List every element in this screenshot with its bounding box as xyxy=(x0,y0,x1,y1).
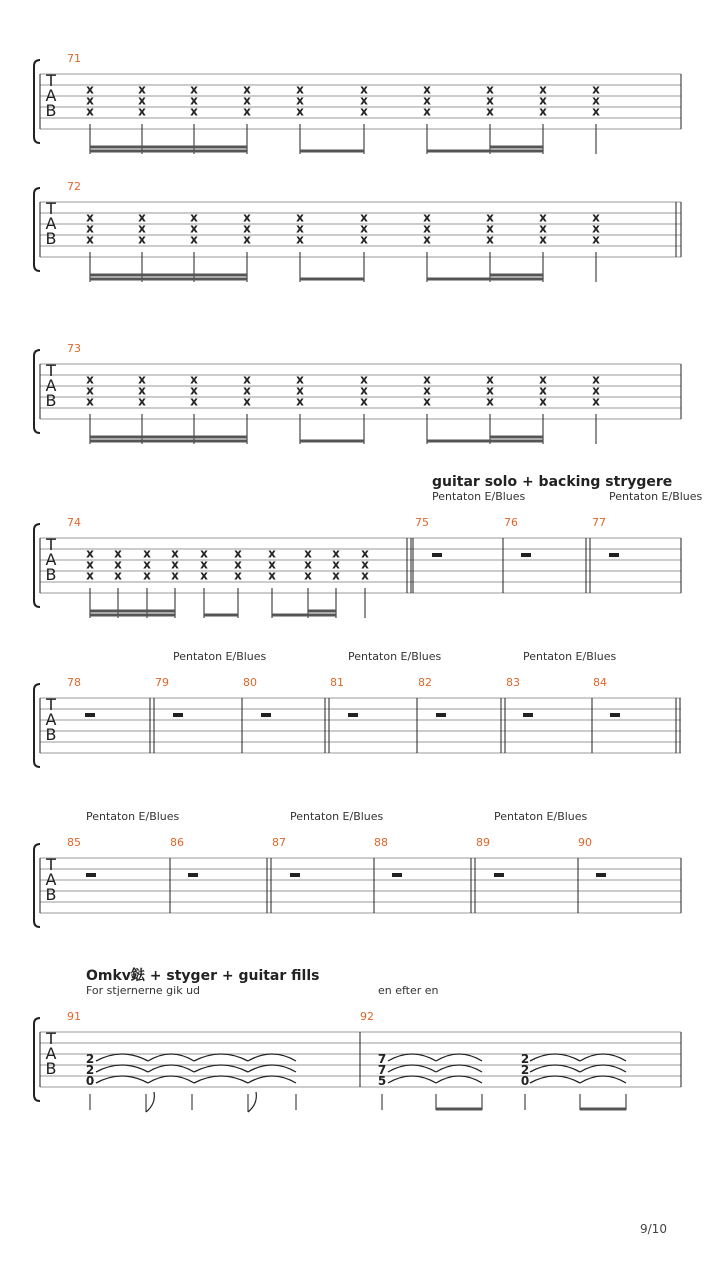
muted-note: x xyxy=(592,394,600,409)
measure-number: 85 xyxy=(67,836,81,849)
muted-note: x xyxy=(539,372,547,387)
muted-note: x xyxy=(592,93,600,108)
whole-rest xyxy=(523,713,533,717)
note-flag xyxy=(146,1092,154,1112)
measure-number: 74 xyxy=(67,516,81,529)
tab-clef-b: B xyxy=(45,101,57,120)
beam xyxy=(90,440,247,443)
chord-label: Pentaton E/Blues xyxy=(348,650,442,663)
muted-note: x xyxy=(360,221,368,236)
muted-note: x xyxy=(200,557,208,572)
whole-rest xyxy=(494,873,504,877)
tie-arc xyxy=(388,1065,436,1072)
system-bracket xyxy=(34,844,40,927)
muted-note: x xyxy=(592,221,600,236)
muted-note: x xyxy=(332,568,340,583)
muted-note: x xyxy=(361,568,369,583)
muted-note: x xyxy=(190,372,198,387)
muted-note: x xyxy=(190,383,198,398)
muted-note: x xyxy=(138,221,146,236)
whole-rest xyxy=(609,553,619,557)
tie-arc xyxy=(248,1054,296,1061)
chord-label: Pentaton E/Blues xyxy=(609,490,703,503)
muted-note: x xyxy=(190,93,198,108)
measure-number: 89 xyxy=(476,836,490,849)
muted-note: x xyxy=(592,210,600,225)
muted-note: x xyxy=(539,104,547,119)
beam xyxy=(90,274,247,277)
system-bracket xyxy=(34,60,40,143)
whole-rest xyxy=(392,873,402,877)
measure-number: 90 xyxy=(578,836,592,849)
tab-staff-2 xyxy=(34,188,681,271)
tab-clef-b: B xyxy=(45,391,57,410)
tie-arc xyxy=(194,1076,248,1083)
muted-note: x xyxy=(138,383,146,398)
beam xyxy=(90,436,247,439)
measure-number: 81 xyxy=(330,676,344,689)
beam xyxy=(490,274,543,277)
tab-staff-1 xyxy=(34,60,681,143)
muted-note: x xyxy=(190,104,198,119)
muted-note: x xyxy=(360,82,368,97)
muted-note: x xyxy=(423,232,431,247)
beam xyxy=(490,146,543,149)
tie-arc xyxy=(248,1065,296,1072)
muted-note: x xyxy=(423,372,431,387)
tie-arc xyxy=(96,1065,148,1072)
muted-note: x xyxy=(592,372,600,387)
chord-label: Pentaton E/Blues xyxy=(86,810,180,823)
whole-rest xyxy=(85,713,95,717)
muted-note: x xyxy=(200,546,208,561)
muted-note: x xyxy=(86,93,94,108)
muted-note: x xyxy=(423,93,431,108)
muted-note: x xyxy=(539,93,547,108)
tab-staff-3 xyxy=(34,350,681,433)
tie-arc xyxy=(388,1054,436,1061)
tab-clef-a: A xyxy=(45,550,57,569)
tab-clef-a: A xyxy=(45,870,57,889)
whole-rest xyxy=(610,713,620,717)
muted-note: x xyxy=(539,383,547,398)
tie-arc xyxy=(96,1054,148,1061)
muted-note: x xyxy=(243,394,251,409)
tab-clef-b: B xyxy=(45,565,57,584)
muted-note: x xyxy=(360,210,368,225)
muted-note: x xyxy=(296,383,304,398)
tab-staff-4 xyxy=(34,524,681,607)
whole-rest xyxy=(432,553,442,557)
beam xyxy=(427,278,543,281)
muted-note: x xyxy=(539,232,547,247)
muted-note: x xyxy=(143,557,151,572)
muted-note: x xyxy=(423,210,431,225)
muted-note: x xyxy=(423,82,431,97)
muted-note: x xyxy=(190,394,198,409)
tie-arc xyxy=(530,1065,580,1072)
muted-note: x xyxy=(243,232,251,247)
muted-note: x xyxy=(486,394,494,409)
tab-clef-a: A xyxy=(45,214,57,233)
system-bracket xyxy=(34,188,40,271)
section-title: guitar solo + backing strygere xyxy=(432,474,673,490)
tab-clef-b: B xyxy=(45,885,57,904)
tab-clef-t: T xyxy=(46,1029,56,1048)
fret-number: 7 xyxy=(377,1063,387,1077)
measure-number: 79 xyxy=(155,676,169,689)
muted-note: x xyxy=(190,210,198,225)
fret-number: 2 xyxy=(520,1063,530,1077)
muted-note: x xyxy=(361,557,369,572)
muted-note: x xyxy=(332,546,340,561)
tie-arc xyxy=(580,1065,626,1072)
muted-note: x xyxy=(296,232,304,247)
whole-rest xyxy=(290,873,300,877)
measure-number: 84 xyxy=(593,676,607,689)
muted-note: x xyxy=(296,372,304,387)
muted-note: x xyxy=(486,104,494,119)
muted-note: x xyxy=(304,557,312,572)
section-title: Omkv鍅 + styger + guitar fills xyxy=(86,968,320,984)
page-number: 9/10 xyxy=(640,1222,667,1236)
muted-note: x xyxy=(243,104,251,119)
tab-clef-t: T xyxy=(46,535,56,554)
measure-number: 80 xyxy=(243,676,257,689)
fret-number: 7 xyxy=(377,1052,387,1066)
muted-note: x xyxy=(86,568,94,583)
tab-clef-t: T xyxy=(46,71,56,90)
muted-note: x xyxy=(234,557,242,572)
whole-rest xyxy=(521,553,531,557)
whole-rest xyxy=(261,713,271,717)
chord-label: Pentaton E/Blues xyxy=(432,490,526,503)
tie-arc xyxy=(148,1065,194,1072)
muted-note: x xyxy=(190,82,198,97)
tab-clef-a: A xyxy=(45,710,57,729)
beam xyxy=(427,150,543,153)
tie-arc xyxy=(148,1076,194,1083)
muted-note: x xyxy=(143,568,151,583)
measure-number: 72 xyxy=(67,180,81,193)
muted-note: x xyxy=(360,383,368,398)
muted-note: x xyxy=(243,221,251,236)
measure-number: 76 xyxy=(504,516,518,529)
beam xyxy=(90,614,175,617)
tie-arc xyxy=(194,1054,248,1061)
muted-note: x xyxy=(360,104,368,119)
muted-note: x xyxy=(539,394,547,409)
measure-number: 91 xyxy=(67,1010,81,1023)
beam xyxy=(436,1108,482,1111)
measure-number: 78 xyxy=(67,676,81,689)
measure-number: 71 xyxy=(67,52,81,65)
tie-arc xyxy=(96,1076,148,1083)
muted-note: x xyxy=(243,93,251,108)
measure-number: 86 xyxy=(170,836,184,849)
tie-arc xyxy=(530,1054,580,1061)
measure-number: 88 xyxy=(374,836,388,849)
beam xyxy=(272,614,336,617)
tab-clef-t: T xyxy=(46,361,56,380)
tie-arc xyxy=(580,1076,626,1083)
muted-note: x xyxy=(138,232,146,247)
chord-label: Pentaton E/Blues xyxy=(494,810,588,823)
muted-note: x xyxy=(243,210,251,225)
muted-note: x xyxy=(360,232,368,247)
muted-note: x xyxy=(361,546,369,561)
muted-note: x xyxy=(114,557,122,572)
muted-note: x xyxy=(486,232,494,247)
fret-number: 2 xyxy=(85,1052,95,1066)
tab-clef-b: B xyxy=(45,1059,57,1078)
beam xyxy=(300,278,364,281)
muted-note: x xyxy=(86,210,94,225)
tab-clef-b: B xyxy=(45,229,57,248)
muted-note: x xyxy=(243,82,251,97)
muted-note: x xyxy=(190,232,198,247)
tie-arc xyxy=(436,1054,482,1061)
muted-note: x xyxy=(171,557,179,572)
muted-note: x xyxy=(360,93,368,108)
muted-note: x xyxy=(86,82,94,97)
measure-number: 83 xyxy=(506,676,520,689)
fret-number: 5 xyxy=(377,1074,387,1088)
whole-rest xyxy=(188,873,198,877)
muted-note: x xyxy=(486,221,494,236)
tab-clef-t: T xyxy=(46,695,56,714)
tie-arc xyxy=(194,1065,248,1072)
lyric: For stjernerne gik ud xyxy=(86,984,201,997)
whole-rest xyxy=(348,713,358,717)
tie-arc xyxy=(436,1076,482,1083)
tab-clef-t: T xyxy=(46,199,56,218)
muted-note: x xyxy=(592,104,600,119)
muted-note: x xyxy=(86,394,94,409)
fret-number: 2 xyxy=(520,1052,530,1066)
muted-note: x xyxy=(200,568,208,583)
whole-rest xyxy=(86,873,96,877)
muted-note: x xyxy=(86,383,94,398)
muted-note: x xyxy=(138,82,146,97)
muted-note: x xyxy=(268,557,276,572)
muted-note: x xyxy=(423,394,431,409)
muted-note: x xyxy=(296,394,304,409)
tie-arc xyxy=(580,1054,626,1061)
muted-note: x xyxy=(296,210,304,225)
muted-note: x xyxy=(138,394,146,409)
muted-note: x xyxy=(86,104,94,119)
tie-arc xyxy=(530,1076,580,1083)
muted-note: x xyxy=(296,221,304,236)
beam xyxy=(204,614,238,617)
lyric: en efter en xyxy=(378,984,439,997)
system-bracket xyxy=(34,524,40,607)
chord-label: Pentaton E/Blues xyxy=(523,650,617,663)
tie-arc xyxy=(148,1054,194,1061)
beam xyxy=(300,150,364,153)
measure-number: 92 xyxy=(360,1010,374,1023)
measure-number: 73 xyxy=(67,342,81,355)
whole-rest xyxy=(173,713,183,717)
beam xyxy=(90,150,247,153)
tie-arc xyxy=(436,1065,482,1072)
muted-note: x xyxy=(423,104,431,119)
fret-number: 0 xyxy=(85,1074,95,1088)
muted-note: x xyxy=(486,82,494,97)
measure-number: 87 xyxy=(272,836,286,849)
muted-note: x xyxy=(360,394,368,409)
tie-arc xyxy=(248,1076,296,1083)
muted-note: x xyxy=(143,546,151,561)
measure-number: 77 xyxy=(592,516,606,529)
measure-number: 82 xyxy=(418,676,432,689)
muted-note: x xyxy=(423,221,431,236)
muted-note: x xyxy=(171,546,179,561)
tab-clef-b: B xyxy=(45,725,57,744)
muted-note: x xyxy=(86,372,94,387)
fret-number: 2 xyxy=(85,1063,95,1077)
muted-note: x xyxy=(114,568,122,583)
muted-note: x xyxy=(243,372,251,387)
note-flag xyxy=(248,1092,256,1112)
muted-note: x xyxy=(171,568,179,583)
muted-note: x xyxy=(423,383,431,398)
tab-staff-5 xyxy=(34,684,681,767)
muted-note: x xyxy=(138,93,146,108)
tab-clef-t: T xyxy=(46,855,56,874)
tab-staff-6 xyxy=(34,844,681,927)
muted-note: x xyxy=(268,546,276,561)
beam xyxy=(90,610,175,613)
muted-note: x xyxy=(592,383,600,398)
beam xyxy=(308,610,336,613)
system-bracket xyxy=(34,684,40,767)
beam xyxy=(427,440,543,443)
fret-number: 0 xyxy=(520,1074,530,1088)
whole-rest xyxy=(436,713,446,717)
muted-note: x xyxy=(296,93,304,108)
tie-arc xyxy=(388,1076,436,1083)
system-bracket xyxy=(34,350,40,433)
muted-note: x xyxy=(138,372,146,387)
muted-note: x xyxy=(539,210,547,225)
chord-label: Pentaton E/Blues xyxy=(173,650,267,663)
system-bracket xyxy=(34,1018,40,1101)
muted-note: x xyxy=(592,82,600,97)
muted-note: x xyxy=(486,93,494,108)
muted-note: x xyxy=(486,372,494,387)
muted-note: x xyxy=(486,210,494,225)
muted-note: x xyxy=(486,383,494,398)
muted-note: x xyxy=(190,221,198,236)
tab-clef-a: A xyxy=(45,1044,57,1063)
muted-note: x xyxy=(86,546,94,561)
muted-note: x xyxy=(86,557,94,572)
tab-clef-a: A xyxy=(45,376,57,395)
beam xyxy=(90,146,247,149)
muted-note: x xyxy=(243,383,251,398)
muted-note: x xyxy=(296,104,304,119)
beam xyxy=(300,440,364,443)
muted-note: x xyxy=(234,568,242,583)
muted-note: x xyxy=(296,82,304,97)
muted-note: x xyxy=(114,546,122,561)
muted-note: x xyxy=(539,221,547,236)
chord-label: Pentaton E/Blues xyxy=(290,810,384,823)
muted-note: x xyxy=(304,546,312,561)
beam xyxy=(90,278,247,281)
muted-note: x xyxy=(234,546,242,561)
tab-clef-a: A xyxy=(45,86,57,105)
muted-note: x xyxy=(360,372,368,387)
whole-rest xyxy=(596,873,606,877)
muted-note: x xyxy=(304,568,312,583)
muted-note: x xyxy=(138,210,146,225)
measure-number: 75 xyxy=(415,516,429,529)
muted-note: x xyxy=(86,232,94,247)
beam xyxy=(580,1108,626,1111)
muted-note: x xyxy=(592,232,600,247)
muted-note: x xyxy=(86,221,94,236)
muted-note: x xyxy=(268,568,276,583)
muted-note: x xyxy=(539,82,547,97)
muted-note: x xyxy=(332,557,340,572)
muted-note: x xyxy=(138,104,146,119)
beam xyxy=(490,436,543,439)
